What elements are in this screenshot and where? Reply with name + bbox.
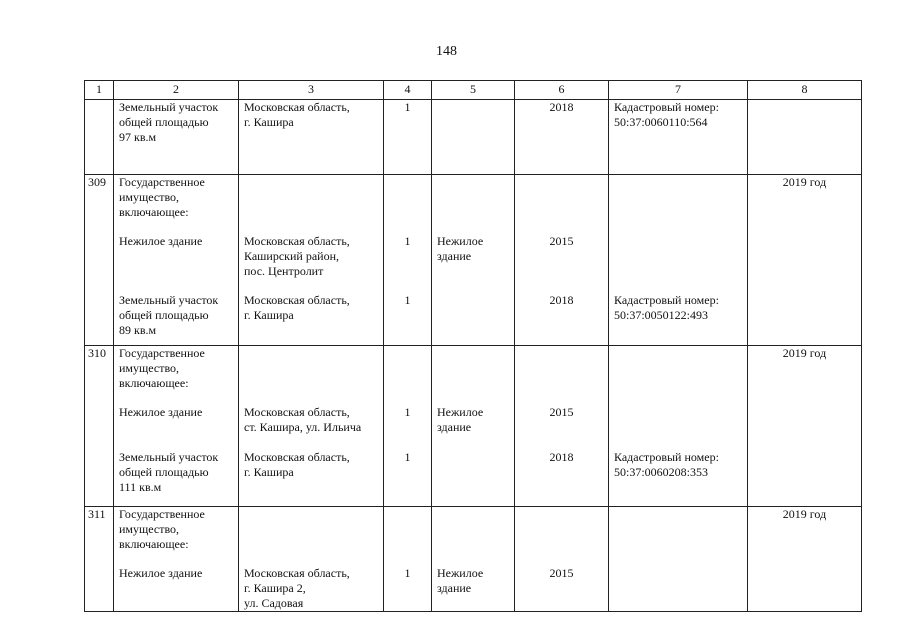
column-header-row [85, 81, 862, 100]
item-year: 2015 2018 [515, 175, 609, 346]
item-name: Государственное имущество, включающее: Нежилое здание Земельный участок общей площадью 111 кв.м [114, 346, 239, 507]
row-number: 311 [85, 507, 114, 612]
row-year-note: 2019 год [748, 175, 862, 346]
column-header: 7 [609, 81, 748, 100]
row-year-note: 2019 год [748, 346, 862, 507]
item-type [432, 100, 515, 175]
item-cadastral [609, 507, 748, 612]
item-year: 2015 [515, 507, 609, 612]
item-name: Государственное имущество, включающее: Нежилое здание [114, 507, 239, 612]
column-header: 4 [384, 81, 432, 100]
property-registry-table [84, 80, 862, 612]
item-quantity: 1 1 [384, 175, 432, 346]
item-name: Земельный участок общей площадью 97 кв.м [114, 100, 239, 175]
table-row [85, 507, 862, 612]
item-cadastral: Кадастровый номер: 50:37:0060208:353 [609, 346, 748, 507]
column-header: 1 [85, 81, 114, 100]
column-header: 8 [748, 81, 862, 100]
row-number: 309 [85, 175, 114, 346]
table-row [85, 346, 862, 507]
item-type: Нежилое здание [432, 346, 515, 507]
row-number: 310 [85, 346, 114, 507]
item-name: Государственное имущество, включающее: Нежилое здание Земельный участок общей площадью 89 кв.м [114, 175, 239, 346]
item-address: Московская область, г. Кашира [239, 100, 384, 175]
page-number: 148 [436, 44, 457, 59]
group-title: Государственное имущество, включающее: [119, 507, 205, 551]
item-quantity: 1 1 [384, 346, 432, 507]
item-type: Нежилое здание [432, 507, 515, 612]
column-header: 6 [515, 81, 609, 100]
item-year: 2018 [515, 100, 609, 175]
group-title: Государственное имущество, включающее: [119, 346, 205, 390]
row-year-note [748, 100, 862, 175]
item-cadastral: Кадастровый номер: 50:37:0050122:493 [609, 175, 748, 346]
column-header: 3 [239, 81, 384, 100]
item-quantity: 1 [384, 507, 432, 612]
item-year: 2015 2018 [515, 346, 609, 507]
column-header: 2 [114, 81, 239, 100]
item-address: Московская область, г. Кашира 2, ул. Садовая [239, 507, 384, 612]
item-cadastral: Кадастровый номер: 50:37:0060110:564 [609, 100, 748, 175]
group-title: Государственное имущество, включающее: [119, 175, 205, 219]
row-year-note: 2019 год [748, 507, 862, 612]
column-header: 5 [432, 81, 515, 100]
item-address: Московская область, Каширский район, пос. Центролит Московская область, г. Кашира [239, 175, 384, 346]
item-address: Московская область, ст. Кашира, ул. Ильича Московская область, г. Кашира [239, 346, 384, 507]
table-row [85, 100, 862, 175]
item-type: Нежилое здание [432, 175, 515, 346]
item-quantity: 1 [384, 100, 432, 175]
row-number [85, 100, 114, 175]
table-row [85, 175, 862, 346]
